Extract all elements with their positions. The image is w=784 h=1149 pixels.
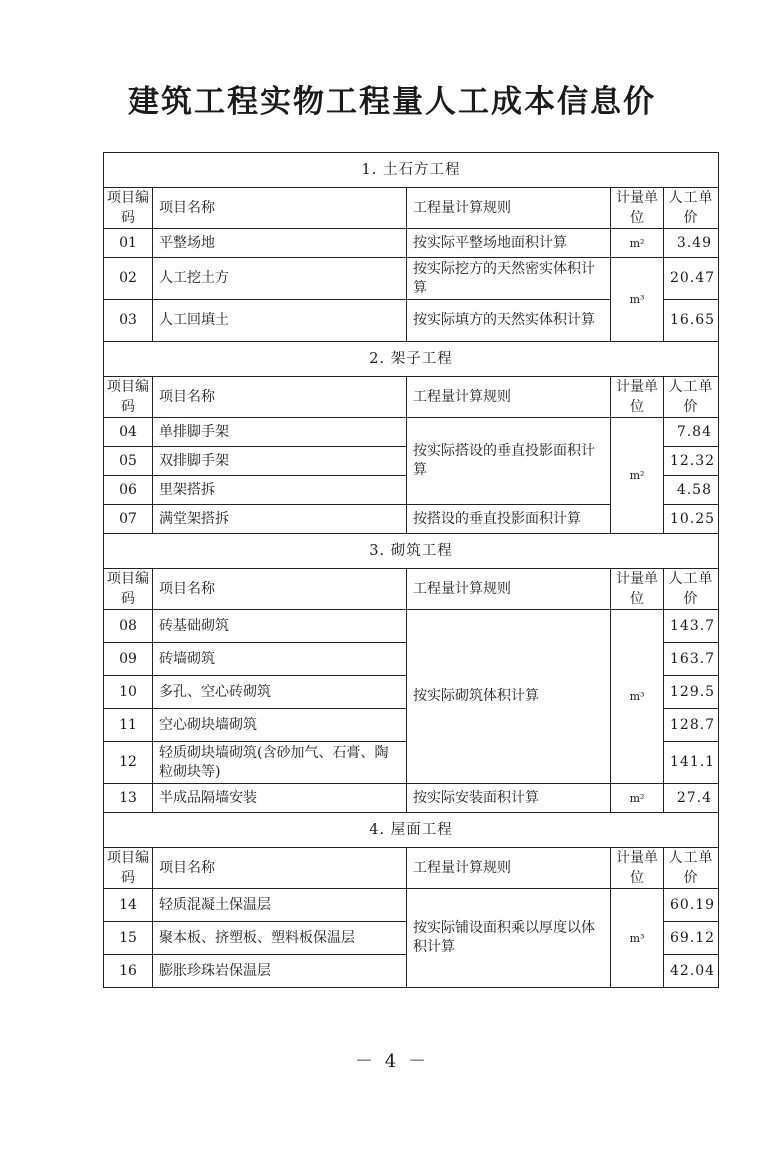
item-name: 平整场地 xyxy=(153,229,407,258)
item-unit: m² xyxy=(611,418,664,534)
item-name: 聚本板、挤塑板、塑料板保温层 xyxy=(153,922,407,955)
item-name: 人工挖土方 xyxy=(153,258,407,300)
column-header-row xyxy=(104,569,719,610)
header-code: 项目编码 xyxy=(104,848,153,889)
item-price: 16.65 xyxy=(664,300,719,342)
item-rule: 按实际砌筑体积计算 xyxy=(407,610,611,784)
item-code: 15 xyxy=(104,922,153,955)
section-title: 4. 屋面工程 xyxy=(104,813,719,848)
item-code: 01 xyxy=(104,229,153,258)
item-price: 27.4 xyxy=(664,784,719,813)
item-unit: m³ xyxy=(611,889,664,988)
item-rule: 按实际安装面积计算 xyxy=(407,784,611,813)
item-unit: m² xyxy=(611,784,664,813)
header-rule: 工程量计算规则 xyxy=(407,377,611,418)
item-code: 04 xyxy=(104,418,153,447)
column-header-row xyxy=(104,848,719,889)
item-code: 02 xyxy=(104,258,153,300)
item-rule: 按实际平整场地面积计算 xyxy=(407,229,611,258)
item-code: 06 xyxy=(104,476,153,505)
item-price: 4.58 xyxy=(664,476,719,505)
item-price: 20.47 xyxy=(664,258,719,300)
header-rule: 工程量计算规则 xyxy=(407,848,611,889)
item-price: 69.12 xyxy=(664,922,719,955)
header-name: 项目名称 xyxy=(153,848,407,889)
header-name: 项目名称 xyxy=(153,377,407,418)
item-price: 7.84 xyxy=(664,418,719,447)
item-name: 双排脚手架 xyxy=(153,447,407,476)
item-rule: 按实际搭设的垂直投影面积计算 xyxy=(407,418,611,505)
header-unit: 计量单位 xyxy=(611,377,664,418)
item-rule: 按实际铺设面积乘以厚度以体积计算 xyxy=(407,889,611,988)
item-name: 半成品隔墙安装 xyxy=(153,784,407,813)
header-unit: 计量单位 xyxy=(611,848,664,889)
item-code: 16 xyxy=(104,955,153,988)
table-row xyxy=(104,258,719,300)
item-code: 10 xyxy=(104,676,153,709)
item-code: 05 xyxy=(104,447,153,476)
item-price: 141.1 xyxy=(664,742,719,784)
table-row xyxy=(104,610,719,643)
table-row xyxy=(104,229,719,258)
item-name: 满堂架搭拆 xyxy=(153,505,407,534)
item-price: 3.49 xyxy=(664,229,719,258)
table-row xyxy=(104,784,719,813)
header-name: 项目名称 xyxy=(153,188,407,229)
section-header xyxy=(104,342,719,377)
section-header xyxy=(104,153,719,188)
item-name: 空心砌块墙砌筑 xyxy=(153,709,407,742)
item-price: 12.32 xyxy=(664,447,719,476)
header-price: 人工单价 xyxy=(664,188,719,229)
item-price: 128.7 xyxy=(664,709,719,742)
item-price: 60.19 xyxy=(664,889,719,922)
item-name: 膨胀珍珠岩保温层 xyxy=(153,955,407,988)
item-rule: 按实际填方的天然实体积计算 xyxy=(407,300,611,342)
item-code: 11 xyxy=(104,709,153,742)
header-rule: 工程量计算规则 xyxy=(407,569,611,610)
item-name: 人工回填土 xyxy=(153,300,407,342)
header-unit: 计量单位 xyxy=(611,188,664,229)
header-unit: 计量单位 xyxy=(611,569,664,610)
table-row xyxy=(104,418,719,447)
item-code: 14 xyxy=(104,889,153,922)
item-unit: m³ xyxy=(611,610,664,784)
item-price: 129.5 xyxy=(664,676,719,709)
header-price: 人工单价 xyxy=(664,848,719,889)
document-title: 建筑工程实物工程量人工成本信息价 xyxy=(128,84,656,120)
section-title: 2. 架子工程 xyxy=(104,342,719,377)
item-code: 13 xyxy=(104,784,153,813)
item-rule: 按实际挖方的天然密实体积计算 xyxy=(407,258,611,300)
header-code: 项目编码 xyxy=(104,188,153,229)
item-code: 09 xyxy=(104,643,153,676)
header-code: 项目编码 xyxy=(104,569,153,610)
item-price: 143.7 xyxy=(664,610,719,643)
price-table xyxy=(103,152,719,988)
column-header-row xyxy=(104,188,719,229)
section-header xyxy=(104,813,719,848)
item-name: 砖基础砌筑 xyxy=(153,610,407,643)
item-name: 里架搭拆 xyxy=(153,476,407,505)
item-rule: 按搭设的垂直投影面积计算 xyxy=(407,505,611,534)
item-price: 10.25 xyxy=(664,505,719,534)
table-row xyxy=(104,889,719,922)
header-name: 项目名称 xyxy=(153,569,407,610)
item-code: 07 xyxy=(104,505,153,534)
section-title: 3. 砌筑工程 xyxy=(104,534,719,569)
page-number: － 4 － xyxy=(355,1051,429,1072)
item-code: 03 xyxy=(104,300,153,342)
item-unit: m² xyxy=(611,229,664,258)
header-rule: 工程量计算规则 xyxy=(407,188,611,229)
item-price: 42.04 xyxy=(664,955,719,988)
item-unit: m³ xyxy=(611,258,664,342)
header-code: 项目编码 xyxy=(104,377,153,418)
header-price: 人工单价 xyxy=(664,569,719,610)
item-code: 08 xyxy=(104,610,153,643)
item-name: 多孔、空心砖砌筑 xyxy=(153,676,407,709)
column-header-row xyxy=(104,377,719,418)
item-name: 轻质砌块墙砌筑(含砂加气、石膏、陶粒砌块等) xyxy=(153,742,407,784)
item-name: 轻质混凝土保温层 xyxy=(153,889,407,922)
header-price: 人工单价 xyxy=(664,377,719,418)
section-header xyxy=(104,534,719,569)
item-name: 单排脚手架 xyxy=(153,418,407,447)
item-code: 12 xyxy=(104,742,153,784)
item-price: 163.7 xyxy=(664,643,719,676)
section-title: 1. 土石方工程 xyxy=(104,153,719,188)
item-name: 砖墙砌筑 xyxy=(153,643,407,676)
